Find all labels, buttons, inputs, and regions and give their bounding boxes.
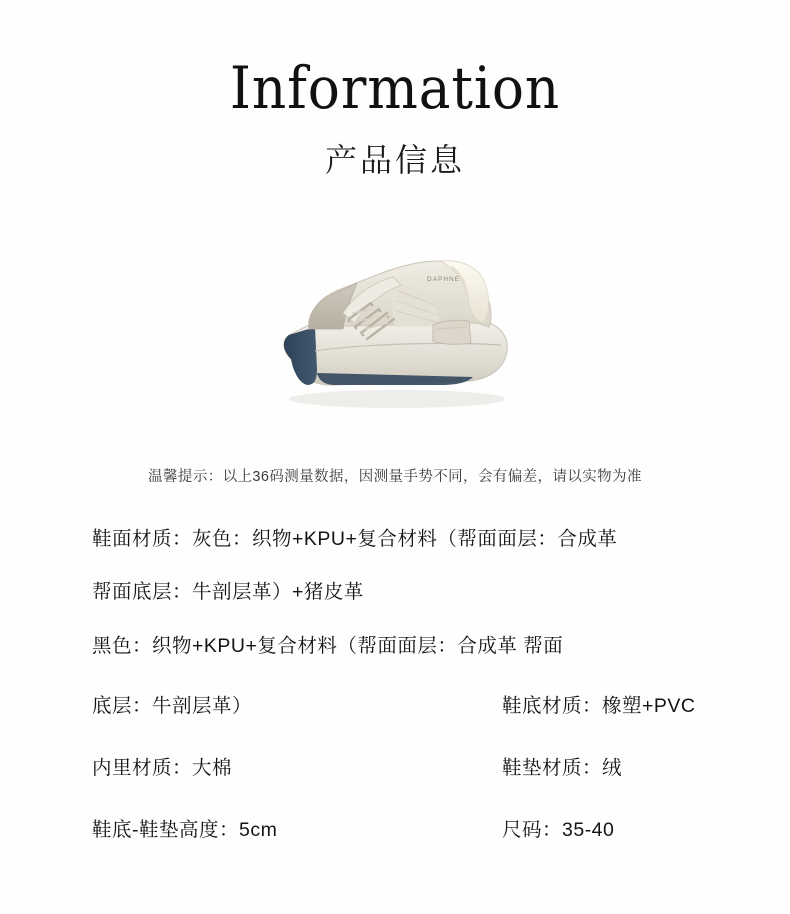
spec-line-upper-material: 鞋面材质：灰色：织物+KPU+复合材料（帮面面层：合成革 — [92, 527, 618, 550]
spec-insole-material: 鞋垫材质：绒 — [502, 757, 623, 780]
spec-row-lining — [92, 752, 698, 780]
spec-size-range: 尺码：35-40 — [502, 819, 615, 842]
measurement-notice: 温馨提示：以上36码测量数据，因测量手势不同，会有偏差，请以实物为准 — [148, 468, 642, 485]
spec-row-height-size — [92, 814, 698, 842]
page-title-english: Information — [229, 54, 561, 122]
spec-line-black-color: 黑色：织物+KPU+复合材料（帮面面层：合成革 帮面 — [92, 634, 564, 657]
page-header — [0, 0, 790, 181]
spec-outsole-material: 鞋底材质：橡塑+PVC — [502, 695, 696, 718]
spec-line-upper-bottom-layer: 帮面底层：牛剖层革）+猪皮革 — [92, 581, 364, 604]
page-title-chinese: 产品信息 — [324, 141, 465, 178]
spec-lining-material: 内里材质：大棉 — [92, 757, 233, 780]
specification-block — [0, 527, 790, 843]
product-image-area — [0, 209, 790, 459]
brand-label: DAPHNE — [427, 275, 461, 283]
spec-row-sole — [92, 690, 698, 718]
spec-sole-height: 鞋底-鞋垫高度：5cm — [92, 819, 278, 842]
spec-bottom-layer-label: 底层：牛剖层革） — [92, 695, 253, 718]
sneaker-photo — [245, 209, 545, 419]
